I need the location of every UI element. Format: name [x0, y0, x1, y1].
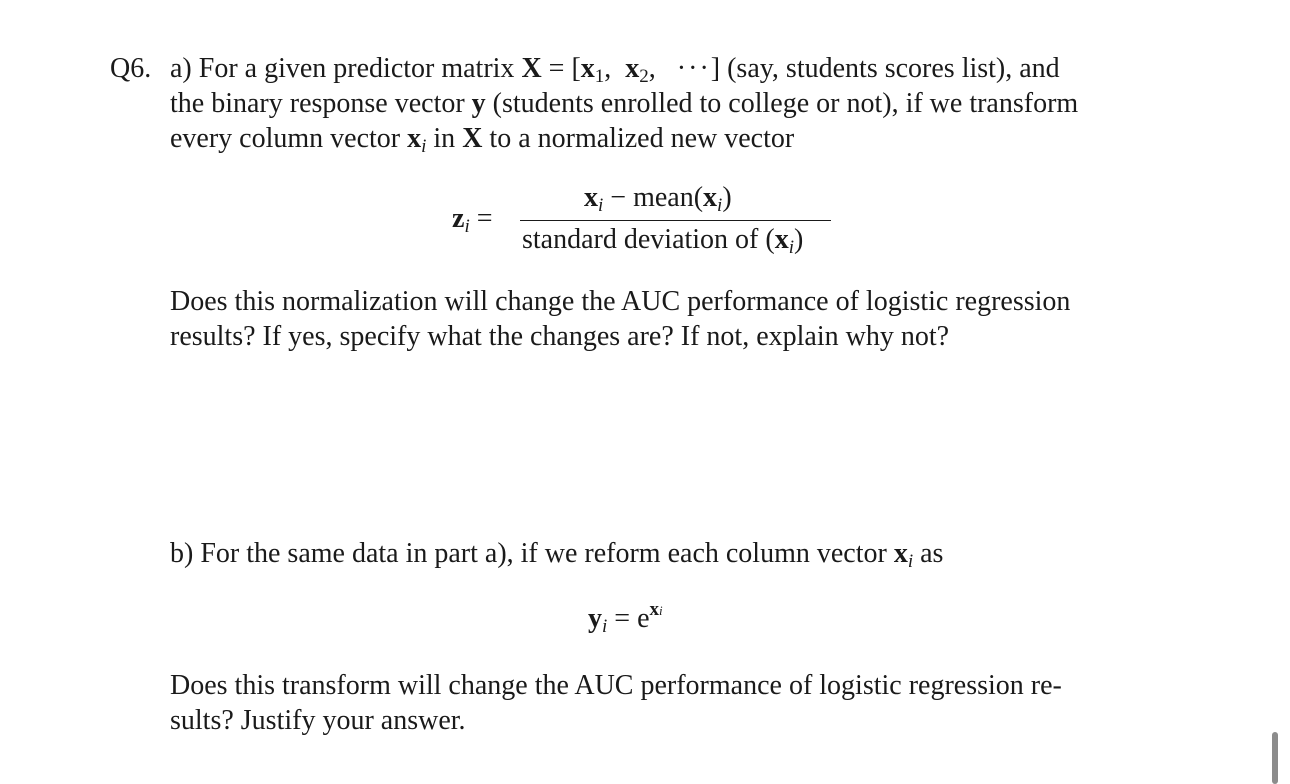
- matrix-X-ref: X: [462, 123, 483, 154]
- denominator-x: x: [774, 224, 789, 255]
- scrollbar-thumb[interactable]: [1272, 732, 1278, 784]
- ellipsis: ···: [676, 53, 711, 84]
- part-b-line-1: [170, 537, 943, 571]
- denominator-close: ): [793, 224, 804, 255]
- vector-x1: x: [580, 53, 595, 84]
- part-a-line-2: [170, 87, 1078, 121]
- denominator-x-sub: i: [788, 237, 794, 258]
- part-a-line-3: [170, 122, 794, 156]
- question-number: Q6.: [110, 53, 152, 84]
- part-a-line-3-suffix: to a normalized new vector: [482, 123, 795, 154]
- exponent-x: x: [649, 599, 659, 620]
- part-a-question-line-2: results? If yes, specify what the changes are? If not, explain why not?: [170, 321, 950, 352]
- denominator-text: standard deviation of (: [522, 224, 775, 255]
- exponential-formula: [588, 599, 663, 637]
- part-a-line-1-suffix: ] (say, students scores list), and: [710, 53, 1060, 84]
- part-b-line-1-prefix: b) For the same data in part a), if we reform each column vector: [170, 538, 894, 569]
- part-b-vector-x: x: [893, 538, 908, 569]
- subscript-i: i: [421, 136, 427, 157]
- formula-y: y: [588, 603, 602, 634]
- numerator-x: x: [584, 182, 598, 213]
- subscript-1: 1: [594, 66, 605, 87]
- numerator-x2-sub: i: [717, 195, 723, 216]
- vector-x2: x: [625, 53, 640, 84]
- formula-equals: =: [469, 203, 493, 234]
- formula-z: z: [452, 203, 465, 234]
- formula-y-sub: i: [602, 616, 608, 637]
- part-a-line-3-in: in: [426, 123, 463, 154]
- part-b-question-line-1: Does this transform will change the AUC performance of logistic regression re-: [170, 670, 1062, 701]
- subscript-2: 2: [639, 66, 649, 87]
- formula-z-sub: i: [464, 216, 470, 237]
- exponent: [650, 599, 663, 620]
- part-a-question-line-1: Does this normalization will change the AUC performance of logistic regression: [170, 286, 1071, 317]
- formula-numerator: [584, 182, 732, 214]
- fraction-bar: [520, 220, 831, 221]
- part-b-subscript-i: i: [907, 551, 914, 572]
- part-a-line-1: a) For a given predictor matrix $X = [x_1$, $x_2$, ···] (say, students scores list), and: [170, 53, 1060, 87]
- formula-denominator: [522, 224, 803, 256]
- part-a-line-2-prefix: the binary response vector: [170, 88, 472, 119]
- response-vector-y: y: [471, 88, 486, 119]
- part-b-question-line-2: sults? Justify your answer.: [170, 705, 466, 736]
- formula-lhs: [452, 203, 493, 235]
- part-a-line-1-prefix: a) For a given predictor matrix: [170, 53, 522, 84]
- numerator-close: ): [722, 182, 732, 213]
- matrix-X: X: [521, 53, 542, 84]
- column-vector-xi: x: [407, 123, 422, 154]
- formula-equals-e: = e: [607, 603, 650, 634]
- exponent-sub: i: [659, 603, 663, 618]
- equals-bracket: = [: [541, 53, 581, 84]
- part-b-line-1-suffix: as: [913, 538, 944, 569]
- numerator-minus-mean: − mean(: [603, 182, 704, 213]
- numerator-x2: x: [703, 182, 718, 213]
- part-a-line-3-prefix: every column vector: [170, 123, 408, 154]
- numerator-x-sub: i: [598, 195, 604, 216]
- part-a-line-2-suffix: (students enrolled to college or not), if we transform: [485, 88, 1079, 119]
